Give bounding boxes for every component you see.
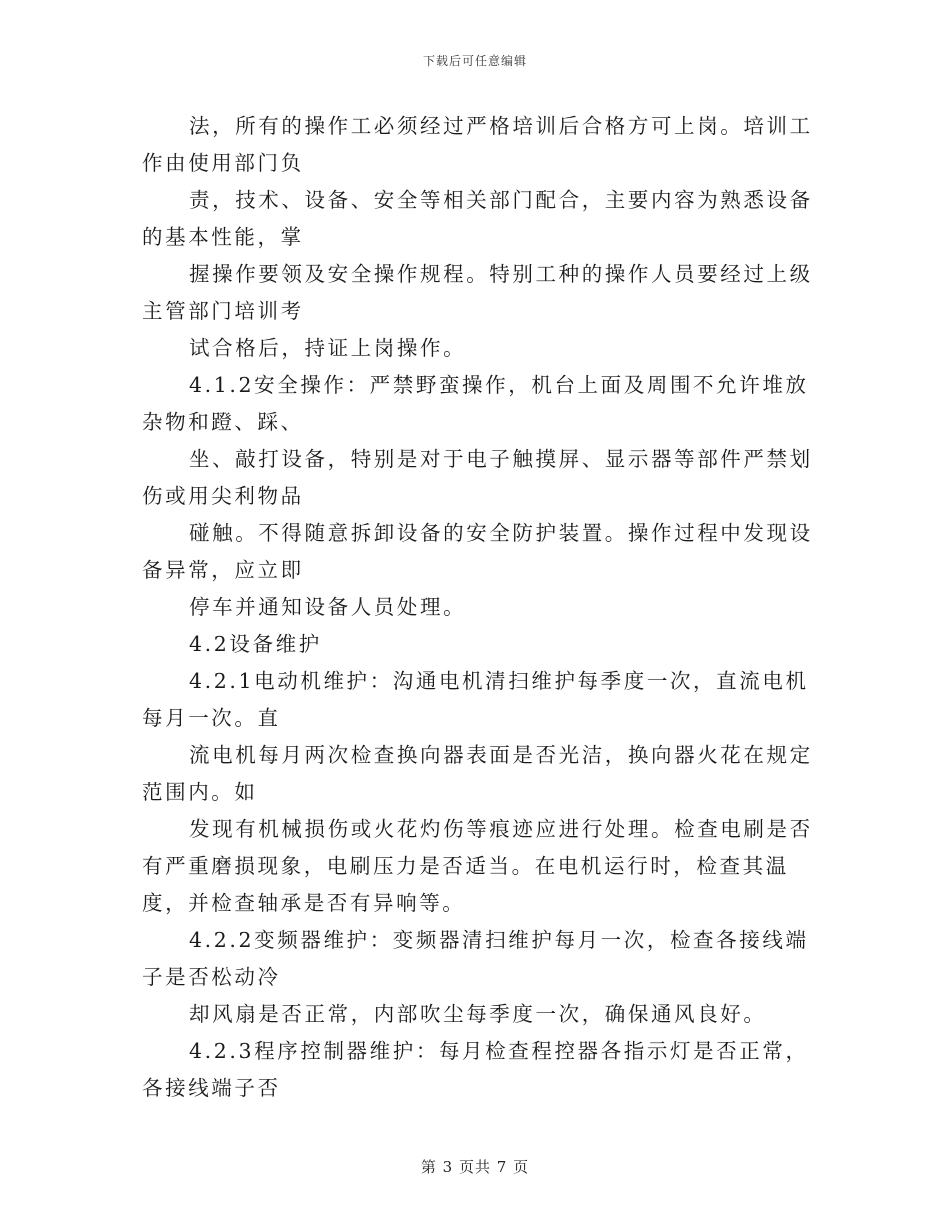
paragraph-8: 停车并通知设备人员处理。 [189, 595, 467, 619]
paragraph-1: 法，所有的操作工必须经过严格培训后合格方可上岗。培训工作由使用部门负 [142, 114, 813, 175]
page-header: 下载后可任意编辑 [422, 54, 527, 68]
paragraph-11: 流电机每月两次检查换向器表面是否光洁，换向器火花在规定范围内。如 [142, 743, 813, 804]
paragraph-2: 责，技术、设备、安全等相关部门配合，主要内容为熟悉设备的基本性能，掌 [142, 188, 813, 249]
paragraph-4: 试合格后，持证上岗操作。 [189, 336, 467, 360]
paragraph-14: 却风扇是否正常，内部吹尘每季度一次，确保通风良好。 [189, 1002, 767, 1026]
paragraph-15: 4.2.3程序控制器维护：每月检查程控器各指示灯是否正常，各接线端子否 [142, 1039, 809, 1100]
page-footer: 第 3 页共 7 页 [420, 1158, 530, 1176]
paragraph-10: 4.2.1电动机维护：沟通电机清扫维护每季度一次，直流电机每月一次。直 [142, 669, 809, 730]
section-heading-4-2: 4.2设备维护 [189, 632, 322, 656]
paragraph-7: 碰触。不得随意拆卸设备的安全防护装置。操作过程中发现设备异常，应立即 [142, 521, 813, 582]
paragraph-13: 4.2.2变频器维护：变频器清扫维护每月一次，检查各接线端子是否松动冷 [142, 928, 809, 989]
paragraph-3: 握操作要领及安全操作规程。特别工种的操作人员要经过上级主管部门培训考 [142, 262, 813, 323]
document-body [142, 108, 814, 1107]
paragraph-12: 发现有机械损伤或火花灼伤等痕迹应进行处理。检查电刷是否有严重磨损现象，电刷压力是否适当。在电机运行时，检查其温度，并检查轴承是否有异响等。 [142, 817, 813, 915]
paragraph-6: 坐、敲打设备，特别是对于电子触摸屏、显示器等部件严禁划伤或用尖利物品 [142, 447, 813, 508]
paragraph-5: 4.1.2安全操作：严禁野蛮操作，机台上面及周围不允许堆放杂物和蹬、踩、 [142, 373, 809, 434]
